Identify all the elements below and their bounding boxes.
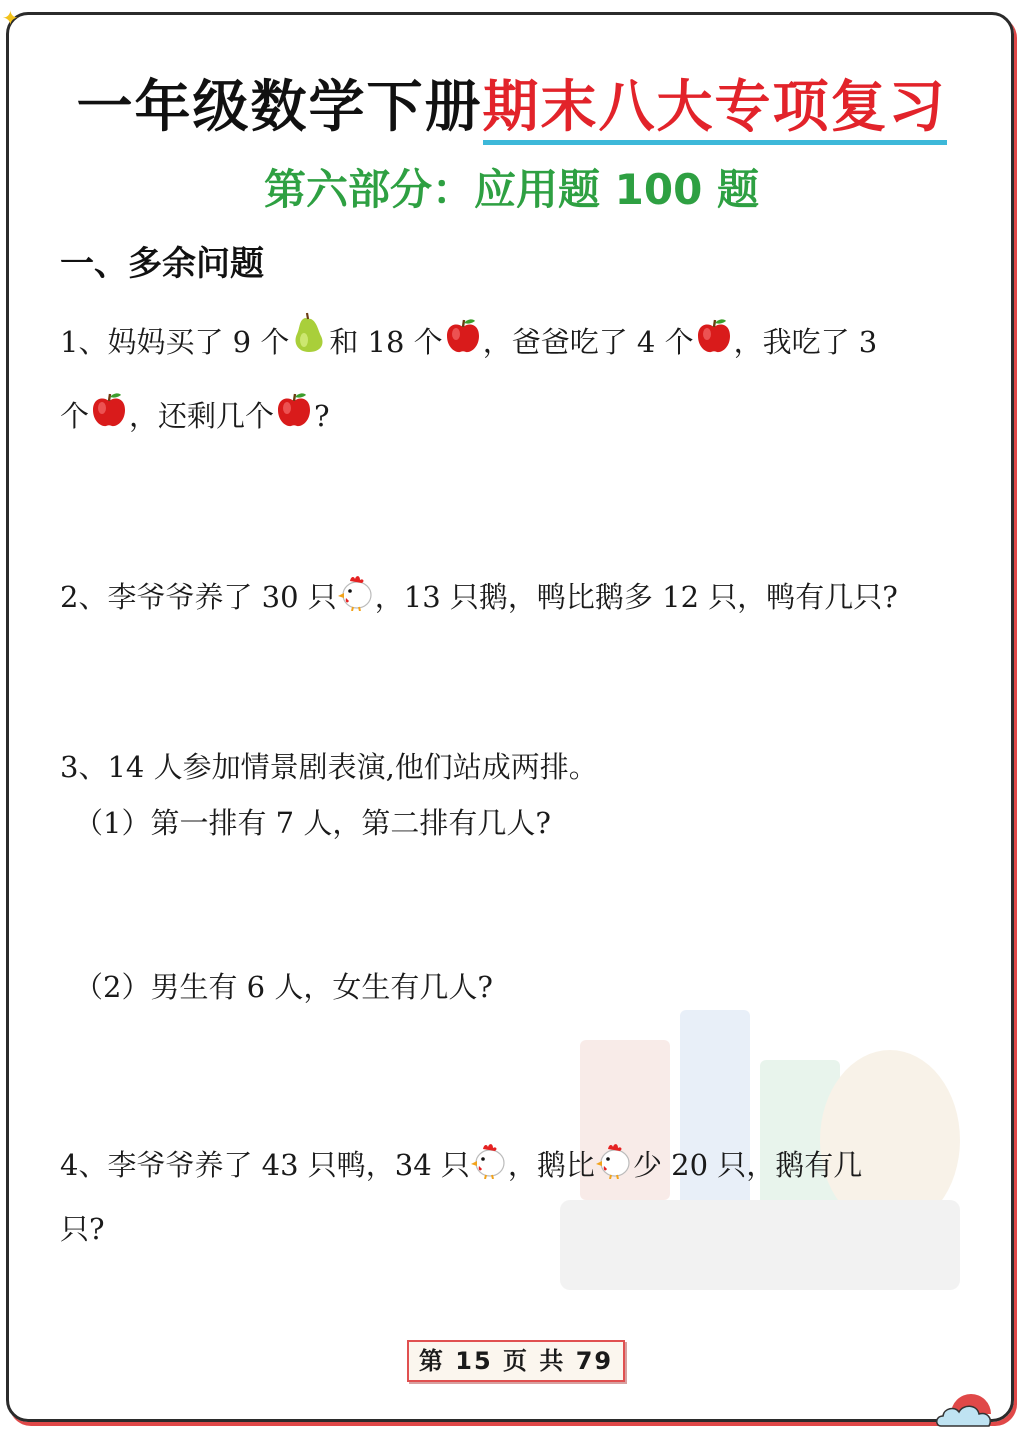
apple-icon	[274, 390, 314, 430]
q1-text-a: 1、妈妈买了 9 个	[60, 325, 290, 359]
chicken-icon	[337, 571, 375, 611]
q1-text-b: 和 18 个	[329, 325, 443, 359]
page-number: 第 15 页 共 79	[407, 1340, 625, 1382]
cloud-sun-icon	[935, 1392, 1005, 1428]
page-subtitle: 第六部分：应用题 100 题	[264, 165, 759, 214]
q4-text-c: 少 20 只，鹅有几	[632, 1148, 863, 1182]
title-part2: 期末八大专项复习	[483, 75, 947, 145]
question-3-part-1: （1）第一排有 7 人，第二排有几人?	[74, 806, 551, 840]
question-4	[60, 1136, 965, 1258]
q2-text-a: 2、李爷爷养了 30 只	[60, 580, 337, 614]
q1-text-d: ，我吃了 3	[733, 325, 878, 359]
q1-text-e: 个	[60, 399, 90, 433]
chicken-icon	[470, 1139, 508, 1179]
q4-text-d: 只?	[60, 1212, 105, 1246]
q1-text-f: ，还剩几个	[129, 399, 275, 433]
sparkle-icon: ✦	[2, 6, 19, 30]
apple-icon	[443, 316, 483, 356]
page-title	[0, 72, 1023, 144]
q4-text-a: 4、李爷爷养了 43 只鸭，34 只	[60, 1148, 470, 1182]
apple-icon	[89, 390, 129, 430]
apple-icon	[694, 316, 734, 356]
q4-text-b: ，鹅比	[507, 1148, 595, 1182]
q2-text-b: ，13 只鹅，鸭比鹅多 12 只，鸭有几只?	[374, 580, 898, 614]
question-1	[60, 312, 965, 445]
title-part1: 一年级数学下册	[76, 75, 483, 140]
pear-icon	[289, 312, 329, 356]
chicken-icon	[595, 1139, 633, 1179]
section-heading: 一、多余问题	[60, 244, 264, 284]
q1-text-g: ?	[314, 399, 330, 433]
question-3-part-2: （2）男生有 6 人，女生有几人?	[74, 970, 493, 1004]
question-2	[60, 568, 965, 626]
question-3-stem: 3、14 人参加情景剧表演,他们站成两排。	[60, 750, 598, 784]
q1-text-c: ，爸爸吃了 4 个	[482, 325, 694, 359]
